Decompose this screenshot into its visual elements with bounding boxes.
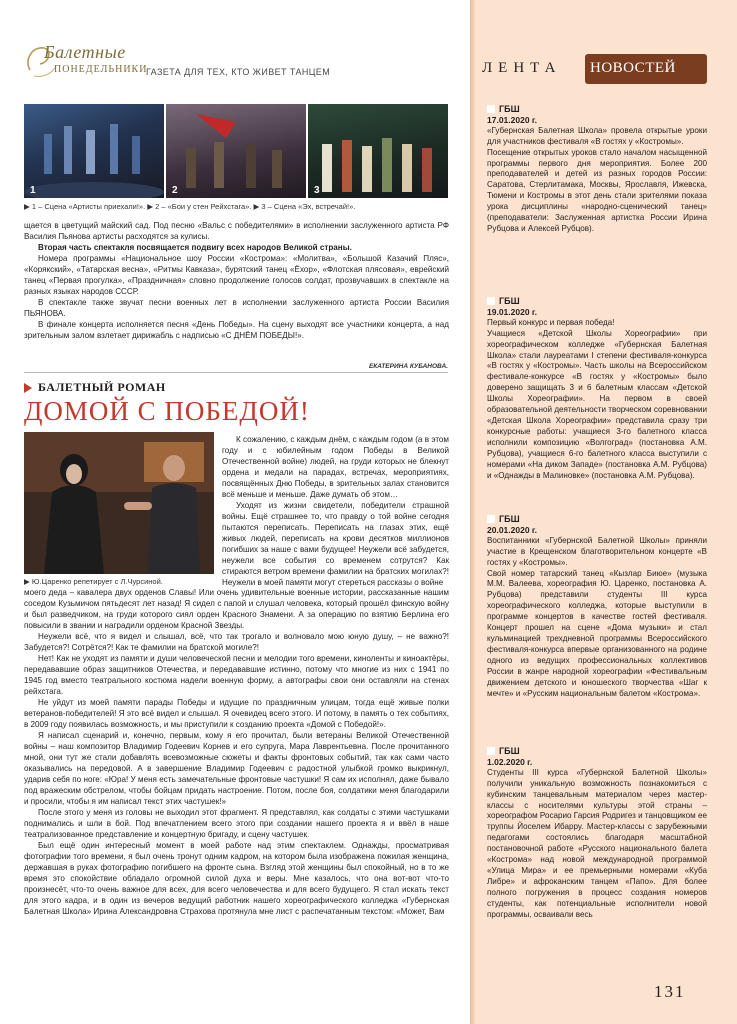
article1-body [24,220,449,341]
rehearsal-photo-scene-icon [24,432,214,574]
photo-2 [166,104,306,198]
news-feed-title-word2: НОВОСТЕЙ [590,60,676,76]
news-item-tag [487,104,707,115]
article2-side-body [222,434,449,588]
photo-1 [24,104,164,198]
news-item-tag-text: ГБШ [499,514,520,524]
square-bullet-icon [487,747,495,755]
section-label [24,380,166,395]
article2-paragraph: Нет! Как не уходят из памяти и души человеческой песни и мелодии того времени, киноленты и киноактёры, передававшие образ защитников Отечества, и передававшие истинно, потому что многие из них с 1941 по 1945 год вместо театрального костюма надели военную форму, а автографы свои они оставляли на стенах рейхстага. [24,654,449,696]
photo-3 [308,104,448,198]
news-item [487,104,707,235]
news-item-text: «Губернская Балетная Школа» провела открытые уроки для участников фестиваля «В гостях у «Костромы». Посещение открытых уроков стало началом насыщенной программы первого дня мероприятия. Более 200 преподавателей и детей из разных городов России: Саратова, Стерлитамака, Москвы, Ярославля, Ижевска, Тюмени и Костромы в этот день стали зрителями показа урока дисциплины «народно-сценический танец» (преподаватели: Заслуженная артистка России Ирина Рубцова и Алексей Рубцов). [487,125,707,233]
article1-author: ЕКАТЕРИНА КУБАНОВА. [368,363,448,370]
rehearsal-photo [24,432,214,574]
news-item-date: 17.01.2020 г. [487,114,537,125]
article2-body [24,587,449,917]
article2-paragraph: Неужели всё, что я видел и слышал, всё, что так трогало и волновало мою юную душу, – не важно?! Забудется?! Сотрётся?! Как те фамилии на братской могиле?! [24,632,449,652]
news-item-date: 1.02.2020 г. [487,756,533,767]
section-label-text: БАЛЕТНЫЙ РОМАН [38,380,166,394]
news-item [487,296,707,481]
section-divider [24,372,448,373]
article1-paragraph: щается в цветущий майский сад. Под песню «Вальс с победителями» в исполнении заслуженного артиста РФ Василия Пьянова артисты расходятся за кулисы. [24,221,449,241]
article2-paragraph: Я написал сценарий и, конечно, первым, кому я его прочитал, были ветераны Великой Отечественной войны – наш композитор Владимир Годеевич Корнев и его супруга, Мара Лаврентьевна. После прочитанного мной, они тут же стали добавлять всевозможные сюжеты и факты фронтовых событий, так как сами часто оказывались на передовой. А в завершение Владимир Годеевич с радостной улыбкой громко выкрикнул, ударив себя по ноге: «Юра! У меня есть замечательные фронтовые частушки! Я сам их исполнял, даже бывало под вражеским обстрелом, чтобы бойцам придать настроение. Потом, после боя, солдатики меня благодарили и просили, чтобы я им написал текст этих частушек!» [24,731,449,806]
news-feed-title-word1: ЛЕНТА [482,60,562,76]
article1-paragraph: Номера программы «Национальное шоу России «Кострома»: «Молитва», «Большой Казачий Пляс», «Корякский», «Татарская весна», «Ритмы Кавказа», бурятский танец «Ёхор», «Флотская плясовая», еврейский танец «Первая прогулка», «Праздничная» словно продолжение голосов солдат, прозвучавших в спектакле на разных языках народов СССР. [24,254,449,296]
square-bullet-icon [487,105,495,113]
article2-paragraph: моего деда – кавалера двух орденов Славы! Или очень удивительные военные истории, рассказанные нашим соседом Кузьмичом пятьдесят лет назад! Я сидел с папой и слушал человека, который прошёл финскую войну и был разведчиком, на груди которого сиял орден Красного Знамени. А за операцию по взятию Берлина его повысили в звании и наградили орденом Красной Звезды. [24,588,449,630]
photo-3-number: 3 [314,185,320,196]
article2-paragraph: Был ещё один интересный момент в моей работе над этим спектаклем. Однажды, просматривая фотографии того времени, я был очень тронут одним кадром, на котором была изображена пожилая женщина, державшая в руках фотографию погибшего на фронте сына. Взгляд этой женщины был спокойный, но в то же время это спокойствие обладало огромной силой духа и веры. Мне казалось, что она вот-вот что-то произнесёт, что-то очень важное для всех, для всего человечества и для всего будущего. Я стал искать текст для этого кадра, и в один из вечеров ведущий работник нашего хореографического колледжа «Губернская Балетная Школа» Ирина Александровна Страхова протянула мне лист с распечатанным текстом: «Может, Вам [24,841,449,916]
photo-3-scene-icon [308,104,448,198]
sidebar-edge [470,0,476,1024]
news-item [487,746,707,921]
news-feed-header [478,58,710,84]
triangle-marker-icon [24,383,32,393]
article1-paragraph-bold: Вторая часть спектакля посвящается подвигу всех народов Великой страны. [38,243,352,252]
page-number: 131 [654,982,686,1001]
publication-logo [22,40,148,84]
news-item-date: 20.01.2020 г. [487,524,537,535]
article2-headline: ДОМОЙ С ПОБЕДОЙ! [24,396,310,426]
article2-paragraph: Уходят из жизни свидетели, победители страшной войны. Ещё страшнее то, что правду о той войне сегодня пытаются переписать. Переписать на глазах этих, ещё живых людей, переписать на крови десятков миллионов погибших за наше с вами будущее! Неужели всё забудется, неужели все события со временем сотрутся? Как стираются ветром времени фамилии на братских могилах?! Неужели в моей памяти могут стереться рассказы о войне [222,501,449,587]
news-item-text: Воспитанники «Губернской Балетной Школы» приняли участие в Крещенском благотворительном концерте «В гостях у «Костромы». Свой номер татарский танец «Кызлар Биюе» (музыка М.М. Валеева, хореография Ю. Царенко, постановка А. Рубцова) представили студенты III курса хореографического колледжа, которые выступили в программе концертов в качестве гостей фестиваля. Концерт прошел на сцене «Дома музыки» и стал кульминацией трехдневной программы Всероссийского фестиваля-конкурса впервые организованного на родине одного из ведущих профессиональных коллективов России в жанре народной хореографии «Фестивальным движением детского и юношеского творчества «Шаг к мечте» и «Русским национальным балетом «Кострома». [487,535,707,698]
news-item-tag-text: ГБШ [499,296,520,306]
photo-2-scene-icon [166,104,306,198]
news-item-date: 19.01.2020 г. [487,306,537,317]
article2-paragraph: После этого у меня из головы не выходил этот фрагмент. Я представлял, как солдаты с этими частушками поднимались и шли в бой. Под впечатлением всего этого при создании нашего проекта я и ввёл в наше театрализованное представление и концертную бригаду, и сцену частушек. [24,808,449,839]
logo-subtitle: ПОНЕДЕЛЬНИКИ [54,64,148,75]
article1-paragraph: В финале концерта исполняется песня «День Победы». На сцену выходят все участники концерта, а над зрительным залом взлетает дирижабль с надписью «С ДНЁМ ПОБЕДЫ!». [24,320,449,340]
news-item-tag [487,746,707,757]
news-item-tag [487,296,707,307]
article2-paragraph: Не уйдут из моей памяти парады Победы и идущие по праздничным улицам, тогда ещё живые полки ветеранов-победителей! Я это всё видел и слышал. Я очевидец всего этого. И потому, в память о тех событиях, в 2009 году появилась возможность, и мы приступили к созданию проекта «Домой с Победой!». [24,698,449,729]
news-item-text: Первый конкурс и первая победа! Учащиеся «Детской Школы Хореографии» при хореографическом колледже «Губернская Балетная Школа» стали лауреатами I степени фестиваля-конкурса «В гостях у «Костромы». Часть школы на Всероссийском фестивале-конкурсе «В гостях у «Костромы» было доверено защищать 3 и 6 балетным классам «Детской Школы Хореографии». На первом в своей образовательной деятельности творческом соревновании «Детская Школа Хореографии» представила сразу три конкурсные работы: учащиеся 3-го балетного класса исполнили композицию «Волгоград» (постановка А.М. Рубцова), учащиеся 6-го балетного класса выступили с номерами «На диком Западе» (постановка А.М. Рубцова) и «Однажды в Малиновке» (постановка А.М. Рубцова). [487,317,707,480]
square-bullet-icon [487,297,495,305]
news-item-text: Студенты III курса «Губернской Балетной Школы» получили уникальную возможность познакомиться с кубинским танцевальным материалом через мастер-классы с носителями культуры этой страны – хореографом Росарио Гарсия Родригез и танцовщиком ее труппы Йоселем Ибарру. Мастер-классы с зарубежными педагогами состоялись благодаря масштабной постановочной работе «Русского национального балета «Кострома» над новой международной программой «Улица Мира» и ее премьерными номерами «Куба Либре» и афроканским танцем «Папо». Для более полного погружения в процесс создания номеров студенты, как потенциальные исполнители новой программы, осваивали весь [487,767,707,919]
news-item-tag-text: ГБШ [499,104,520,114]
rehearsal-photo-caption: ▶ Ю.Царенко репетирует с Л.Чурсиной. [24,577,163,586]
news-item-tag [487,514,707,525]
article2-paragraph: К сожалению, с каждым днём, с каждым годом (а в этом году и с юбилейным годом Победы в Великой Отечественной войне) людей, на груди которых не блекнут ордена и медали на парадах, встречах, мероприятиях, посвящённых Дню Победы, в зрительных залах становится всё меньше и меньше. Даже думать об этом… [222,435,449,499]
square-bullet-icon [487,515,495,523]
photo-strip [24,104,448,198]
article1-paragraph: В спектакле также звучат песни военных лет в исполнении заслуженного артиста России Василия ПЬЯНОВА. [24,298,449,318]
news-item-tag-text: ГБШ [499,746,520,756]
tagline: ГАЗЕТА ДЛЯ ТЕХ, КТО ЖИВЕТ ТАНЦЕМ [146,67,331,77]
news-item [487,514,707,699]
photo-strip-caption: ▶ 1 – Сцена «Артисты приехали!». ▶ 2 – «Бои у стен Рейхстага». ▶ 3 – Сцена «Эх, встречай!». [24,202,356,211]
logo-title: Балетные [44,42,126,62]
photo-1-scene-icon [24,104,164,198]
photo-2-number: 2 [172,185,178,196]
photo-1-number: 1 [30,185,36,196]
